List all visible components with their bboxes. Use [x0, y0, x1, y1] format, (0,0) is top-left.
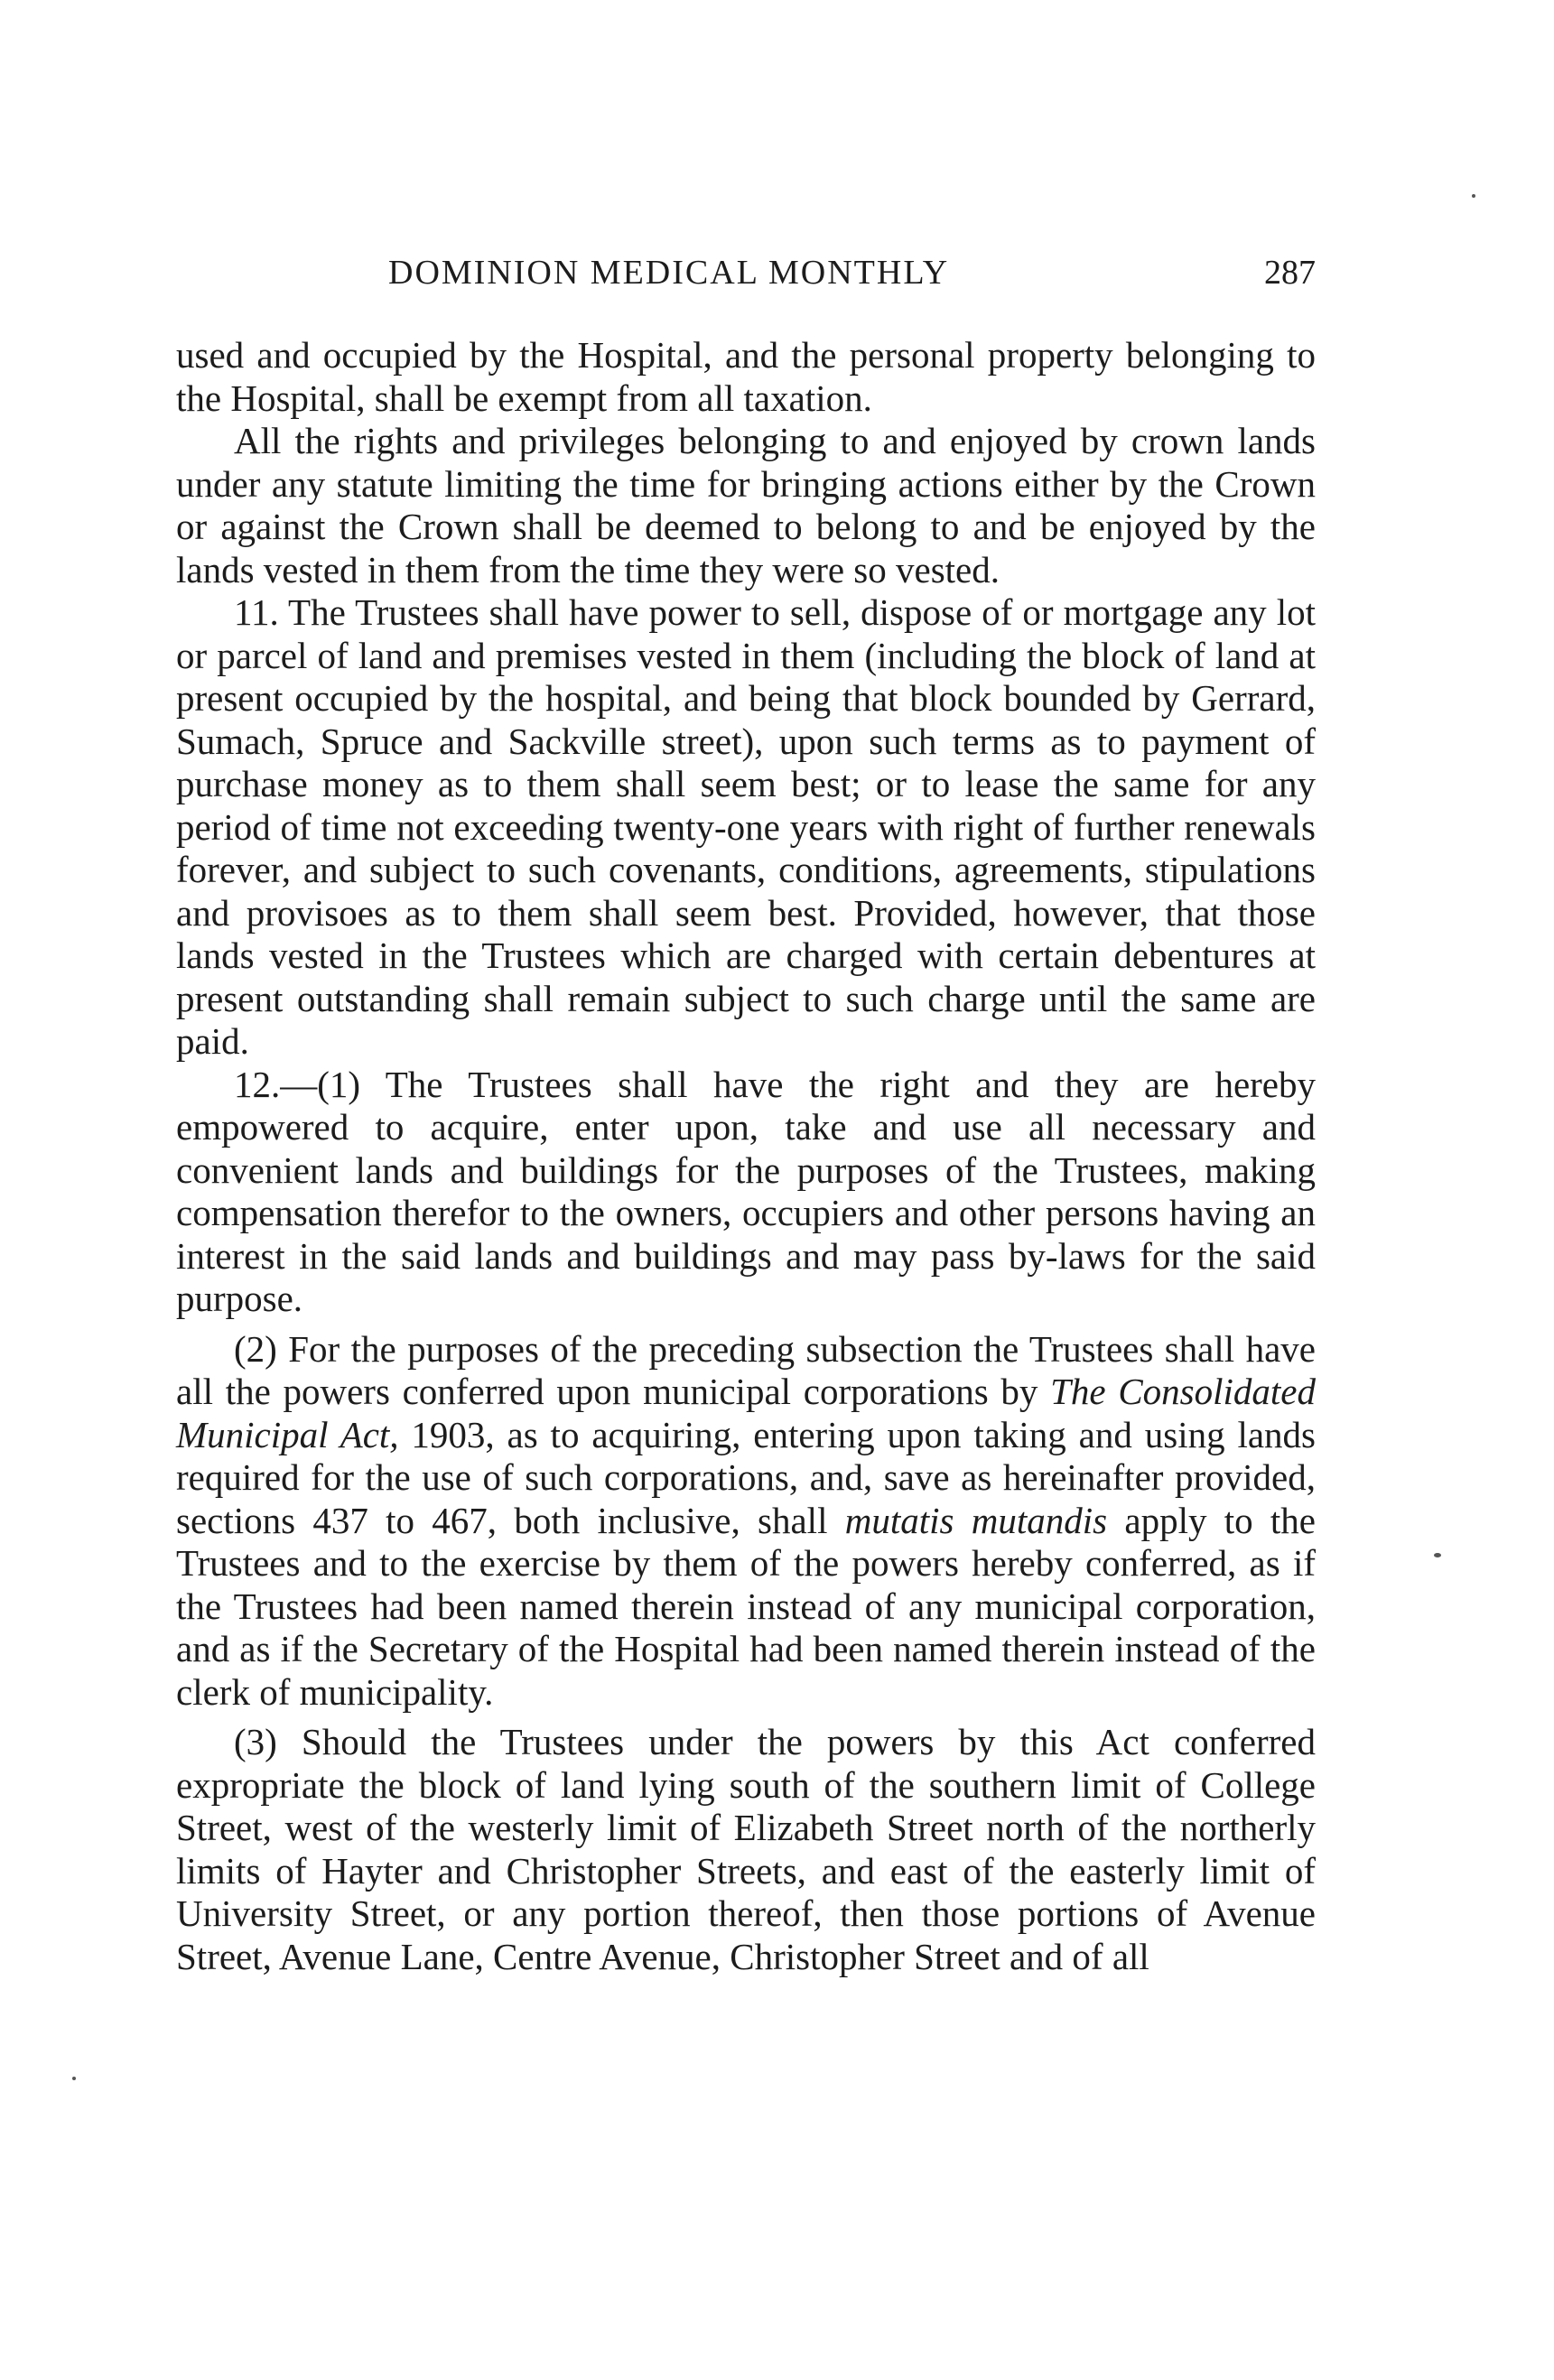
journal-title: DOMINION MEDICAL MONTHLY — [388, 254, 950, 292]
margin-speck — [1472, 194, 1475, 198]
paragraph-section-12-1: 12.—(1) The Trustees shall have the right and they are hereby empowered to acquire, enter upon, take and use all necessary and convenient lands and buildings for the purposes of the Trustees, making compensation therefor to the owners, occupiers and other persons having an interest in the said lands and buildings and may pass by-laws for the said purpose. — [176, 1063, 1316, 1319]
paragraph-section-12-2 — [176, 1328, 1316, 1715]
page-number: 287 — [1264, 254, 1316, 292]
margin-speck — [72, 2077, 76, 2080]
running-head — [176, 253, 1316, 298]
act-title: The Consolidated Municipal Act, — [176, 1371, 1316, 1455]
margin-speck — [1434, 1553, 1441, 1557]
paragraph-section-12-3: (3) Should the Trustees under the powers by this Act conferred expropriate the block of land lying south of the southern limit of College Street, west of the westerly limit of Elizabeth Street north of the northerly limits of Hayter and Christopher Streets, and east of the easterly limit of University Street, or any portion thereof, then those portions of Avenue Street, Avenue Lane, Centre Avenue, Christopher Street and of all — [176, 1721, 1316, 1977]
paragraph-crown-lands: All the rights and privileges belonging to and enjoyed by crown lands under any statute limiting the time for bringing actions either by the Crown or against the Crown shall be deemed to belong to and be enjoyed by the lands vested in them from the time they were so vested. — [176, 420, 1316, 590]
paragraph-text: apply to the Trustees and to the exercise by them of the powers hereby conferred, as if the Trustees had been named therein instead of any municipal corporation, and as if the Secretary of the Hospital had been named therein instead of the clerk of municipality. — [176, 1499, 1316, 1713]
latin-phrase: mutatis mutandis — [844, 1499, 1108, 1541]
paragraph-continued: used and occupied by the Hospital, and the personal property belonging to the Hospital, shall be exempt from all taxation. — [176, 334, 1316, 419]
paragraph-section-11: 11. The Trustees shall have power to sell, dispose of or mortgage any lot or parcel of land and premises vested in them (including the block of land at present occupied by the hospital, and being that block bounded by Gerrard, Sumach, Spruce and Sackville street), upon such terms as to payment of purchase money as to them shall seem best; or to lease the same for any period of time not exceeding twenty-one years with right of further renewals forever, and subject to such covenants, conditions, agreements, stipulations and provisoes as to them shall seem best. Provided, however, that those lands vested in the Trustees which are charged with certain debentures at present outstanding shall remain subject to such charge until the same are paid. — [176, 591, 1316, 1062]
paragraph-text: (2) For the purposes of the preceding subsection the Trustees shall have all the powers conferred upon municipal corporations by — [176, 1327, 1316, 1412]
body-text — [176, 334, 1316, 1978]
paragraph-text: 1903, as to acquiring, entering upon taking and using lands required for the use of such corporations, and, save as hereinafter provided, sections 437 to 467, both inclusive, shall — [176, 1413, 1317, 1541]
